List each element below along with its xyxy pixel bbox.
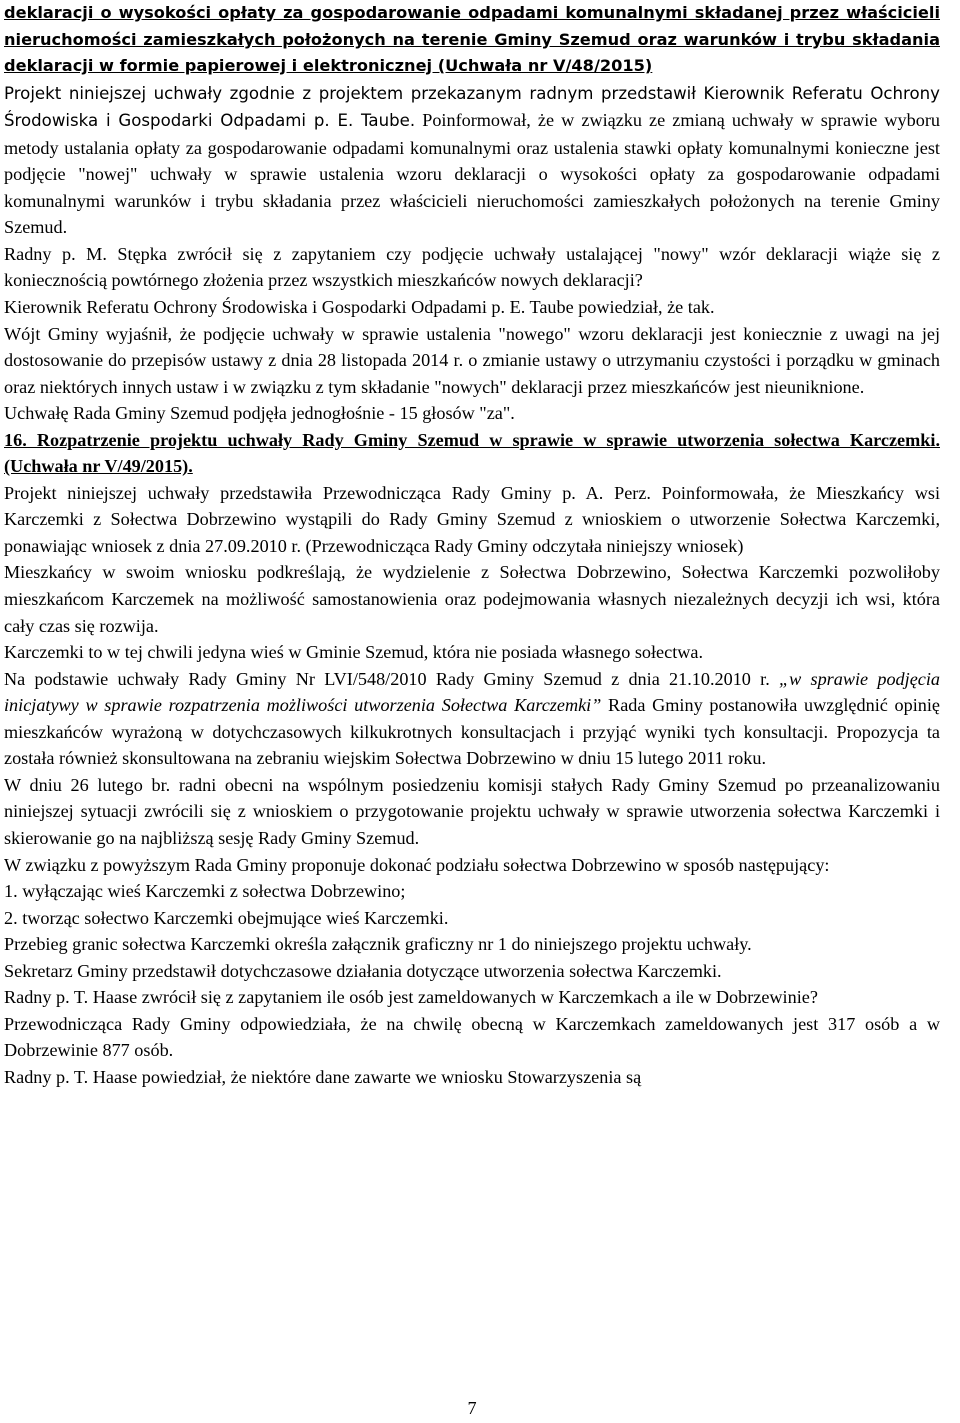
agenda-item-16-heading: 16. Rozpatrzenie projektu uchwały Rady Gminy Szemud w sprawie w sprawie utworzenia sołectwa Karczemki. (Uchwała nr V/49/2015). [4, 429, 940, 477]
list-item-2: 2. tworząc sołectwo Karczemki obejmujące wieś Karczemki. [4, 907, 449, 928]
page-number: 7 [467, 1398, 477, 1418]
paragraph-explanation-wojt [4, 321, 940, 401]
paragraph-text: o zmianie ustawy o utrzymaniu czystości i porządku w gminach oraz niektórych innych ustaw i w związku z tym składanie "nowych" deklaracji przez mieszkańców jest nieuniknione. [4, 350, 940, 397]
paragraph-vote-result: Uchwałę Rada Gminy Szemud podjęła jednogłośnie - 15 głosów "za". [4, 403, 515, 424]
paragraph-text: Rada Gminy postanowiła uwzględnić opinię mieszkańców wyrażoną w dotychczasowych kilkukrotnych konsultacjach i przyjąć wyniki tych konsultacji. Propozycja ta została również skonsultowana na zebraniu wiejskim Sołectwa Dobrzewino w dniu 15 lutego 2011 roku. [4, 695, 940, 769]
paragraph-question-stepka: Radny p. M. Stępka zwrócił się z zapytaniem czy podjęcie uchwały ustalającej "nowy" wzór deklaracji wiąże się z koniecznością powtórnego złożenia przez wszystkich mieszkańców nowych deklaracji? [4, 243, 940, 291]
paragraph-text: Projekt niniejszej uchwały zgodnie z projektem przekazanym radnym przedstawił Kierownik Referatu Ochrony Środowiska i Gospodarki Odpadami p. E. Taube. [4, 83, 940, 131]
paragraph-project-perz: Projekt niniejszej uchwały przedstawiła Przewodnicząca Rady Gminy p. A. Perz. Poinformowała, że Mieszkańcy wsi Karczemki z Sołectwa Dobrzewino wystąpili do Rady Gminy Szemud z wnioskiem o utworzenie Sołectwa Karczemki, ponawiając wniosek z dnia 27.09.2010 r. (Przewodnicząca Rady Gminy odczytała niniejszy wniosek) [4, 482, 940, 556]
list-item-1: 1. wyłączając wieś Karczemki z sołectwa Dobrzewino; [4, 881, 406, 902]
paragraph-boundaries: Przebieg granic sołectwa Karczemki określa załącznik graficzny nr 1 do niniejszego projektu uchwały. [4, 934, 752, 955]
paragraph-committee-meeting: W dniu 26 lutego br. radni obecni na wspólnym posiedzeniu komisji stałych Rady Gminy Szemud po przeanalizowaniu niniejszej sytuacji zwrócili się z wnioskiem o przygotowanie projektu uchwały w sprawie utworzenia sołectwa Karczemki i skierowanie go na najbliższą sesję Rady Gminy Szemud. [4, 774, 940, 848]
paragraph-text: Na podstawie uchwały Rady Gminy Nr LVI/548/2010 Rady Gminy Szemud z dnia 21.10.2010 r. [4, 668, 779, 689]
paragraph-answer-taube: Kierownik Referatu Ochrony Środowiska i Gospodarki Odpadami p. E. Taube powiedział, że tak. [4, 297, 715, 318]
paragraph-proposal: W związku z powyższym Rada Gminy proponuje dokonać podziału sołectwa Dobrzewino w sposób następujący: [4, 854, 830, 875]
paragraph-karczemki-status: Karczemki to w tej chwili jedyna wieś w Gminie Szemud, która nie posiada własnego sołectwa. [4, 642, 704, 663]
resolution-title-quote: „w sprawie podjęcia inicjatywy w sprawie rozpatrzenia możliwości utworzenia Sołectwa Karczemki” [4, 668, 940, 716]
document-page [4, 0, 940, 1090]
paragraph-text: Poinformował, że w związku ze zmianą uchwały w sprawie wyboru metody ustalania opłaty za gospodarowanie odpadami komunalnymi oraz ustalenia stawki opłaty komunalnymi konieczne jest podjęcie "nowej" uchwały w sprawie ustalenia wzoru deklaracji o wysokości opłaty za gospodarowanie odpadami komunalnymi warunków i trybu składania przez właścicieli nieruchomości zamieszkałych położonych na terenie Gminy Szemud. [4, 110, 940, 238]
paragraph-secretary: Sekretarz Gminy przedstawił dotychczasowe działania dotyczące utworzenia sołectwa Karczemki. [4, 960, 722, 981]
paragraph-text: Wójt Gminy wyjaśnił, że podjęcie uchwały w sprawie ustalenia "nowego" wzoru deklaracji jest koniecznie z uwagi na jej dostosowanie do przepisów ustawy z dnia 28 listopada 2014 r. [4, 323, 940, 371]
paragraph-question-haase: Radny p. T. Haase zwrócił się z zapytaniem ile osób jest zameldowanych w Karczemkach a ile w Dobrzewinie? [4, 987, 818, 1008]
agenda-item-15-heading: deklaracji o wysokości opłaty za gospodarowanie odpadami komunalnymi składanej przez właścicieli nieruchomości zamieszkałych położonych na terenie Gminy Szemud oraz warunków i trybu składania deklaracji w formie papierowej i elektronicznej (Uchwała nr V/48/2015) [4, 3, 940, 76]
paragraph-residents-request: Mieszkańcy w swoim wniosku podkreślają, że wydzielenie z Sołectwa Dobrzewino, Sołectwa Karczemki pozwoliłoby mieszkańcom Karczemek na możliwość samostanowienia oraz podejmowania własnych niezależnych decyzji ich wsi, która cały czas się rozwija. [4, 562, 940, 636]
paragraph-haase-remark: Radny p. T. Haase powiedział, że niektóre dane zawarte we wniosku Stowarzyszenia są [4, 1066, 642, 1087]
paragraph-project-presentation [4, 80, 940, 241]
paragraph-prior-resolution [4, 666, 940, 772]
paragraph-answer-population: Przewodnicząca Rady Gminy odpowiedziała, że na chwilę obecną w Karczemkach zameldowanych jest 317 osób a w Dobrzewinie 877 osób. [4, 1013, 940, 1061]
